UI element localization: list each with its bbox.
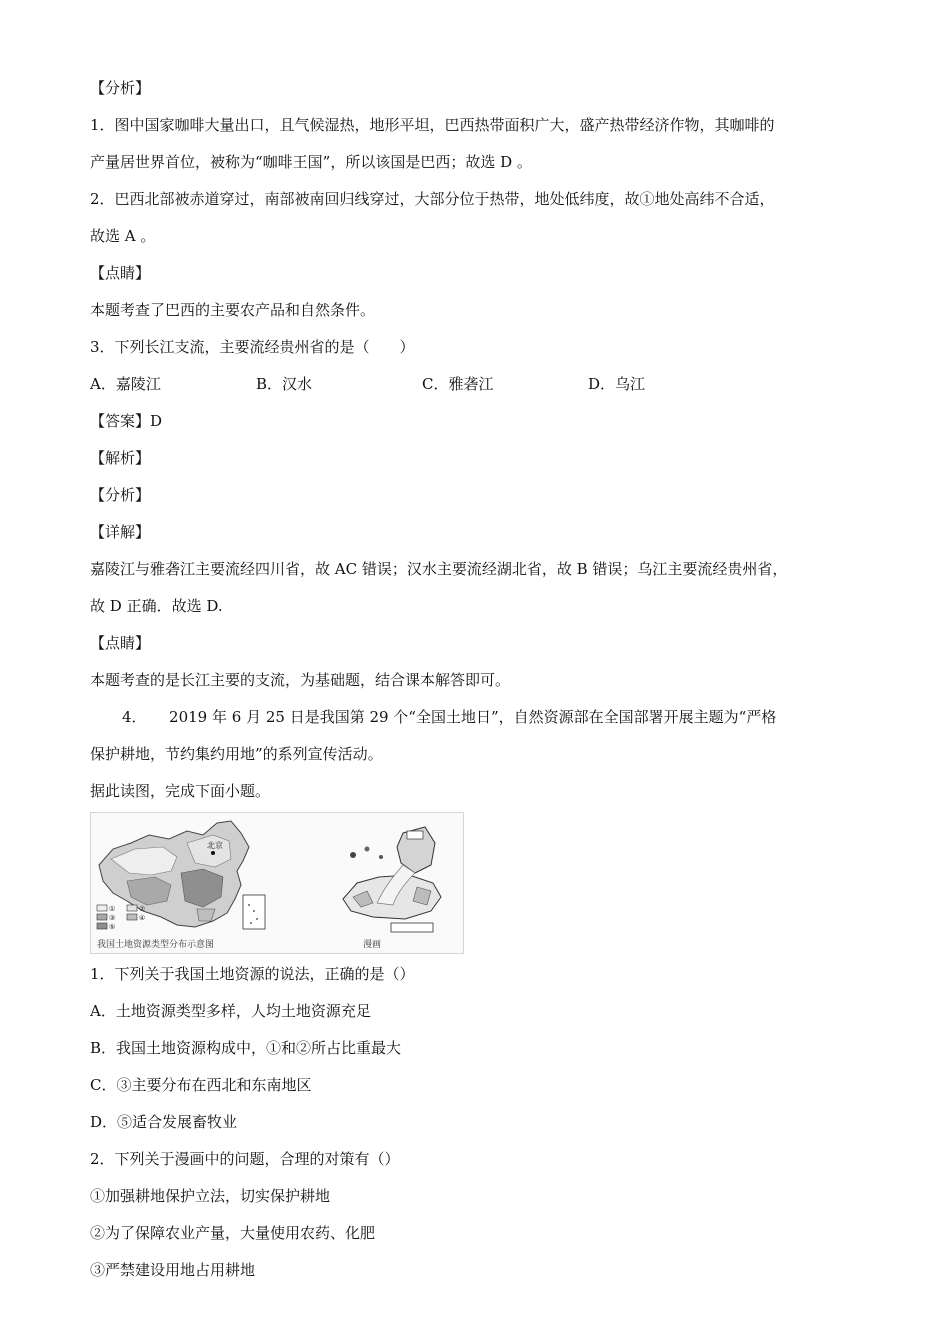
document-page (90, 78, 870, 1280)
analysis-heading: 【分析】 (90, 79, 151, 97)
option-a: A．嘉陵江 (90, 375, 161, 393)
analysis-paragraph-1-line-1: 1．图中国家咖啡大量出口，且气候湿热，地形平坦，巴西热带面积广大，盛产热带经济作物，其咖啡的 (90, 116, 775, 134)
detail-line-2: 故 D 正确．故选 D. (90, 597, 223, 615)
read-instruction: 据此读图，完成下面小题。 (90, 782, 271, 800)
option-b: B．汉水 (256, 375, 313, 393)
question-3-stem: 3．下列长江支流，主要流经贵州省的是（ ） (90, 338, 415, 356)
sub-question-2-item-2: ②为了保障农业产量，大量使用农药、化肥 (90, 1224, 376, 1242)
legend-4: ④ (139, 914, 146, 922)
china-land-map (97, 821, 265, 931)
comment-text: 本题考查了巴西的主要农产品和自然条件。 (90, 301, 376, 319)
cartoon-illustration (343, 827, 441, 932)
analysis-heading-q3: 【分析】 (90, 486, 151, 504)
comment-heading-q3: 【点睛】 (90, 634, 151, 652)
beijing-label: 北京 (207, 841, 223, 850)
jiexi-heading: 【解析】 (90, 449, 151, 467)
sub-question-2-item-3: ③严禁建设用地占用耕地 (90, 1261, 256, 1279)
answer-line: 【答案】D (90, 412, 163, 430)
question-4-intro-line-1: 4． 2019 年 6 月 25 日是我国第 29 个“全国土地日”，自然资源部在全国部署开展主题为“严格 (122, 708, 777, 726)
analysis-paragraph-1-line-2: 产量居世界首位，被称为“咖啡王国”，所以该国是巴西；故选 D 。 (90, 153, 532, 171)
question-4-figure (90, 812, 464, 954)
legend-5: ⑤ (109, 923, 116, 931)
analysis-paragraph-2-line-1: 2．巴西北部被赤道穿过，南部被南回归线穿过，大部分位于热带，地处低纬度，故①地处高纬不合适， (90, 190, 775, 208)
analysis-paragraph-2-line-2: 故选 A 。 (90, 227, 156, 245)
comment-text-q3: 本题考查的是长江主要的支流，为基础题，结合课本解答即可。 (90, 671, 511, 689)
cartoon-caption: 漫画 (363, 940, 382, 950)
sub-question-1-option-a: A．土地资源类型多样，人均土地资源充足 (90, 1002, 371, 1020)
option-c: C．雅砻江 (422, 375, 494, 393)
question-3-options (90, 374, 870, 394)
sub-question-2-stem: 2．下列关于漫画中的问题，合理的对策有（） (90, 1150, 400, 1168)
legend-2: ② (139, 905, 146, 913)
comment-heading: 【点睛】 (90, 264, 151, 282)
sub-question-1-option-c: C．③主要分布在西北和东南地区 (90, 1076, 312, 1094)
sub-question-1-stem: 1．下列关于我国土地资源的说法，正确的是（） (90, 965, 415, 983)
legend-1: ① (109, 905, 116, 913)
sub-question-1-option-b: B．我国土地资源构成中，①和②所占比重最大 (90, 1039, 402, 1057)
figure-illustration (91, 813, 463, 953)
question-4-intro-line-2: 保护耕地，节约集约用地”的系列宣传活动。 (90, 745, 383, 763)
detail-line-1: 嘉陵江与雅砻江主要流经四川省，故 AC 错误；汉水主要流经湖北省，故 B 错误；乌江主要流经贵州省， (90, 560, 788, 578)
sub-question-2-item-1: ①加强耕地保护立法，切实保护耕地 (90, 1187, 331, 1205)
option-d: D．乌江 (588, 375, 646, 393)
map-caption: 我国土地资源类型分布示意图 (97, 940, 215, 950)
sub-question-1-option-d: D．⑤适合发展畜牧业 (90, 1113, 238, 1131)
detail-heading: 【详解】 (90, 523, 151, 541)
legend-3: ③ (109, 914, 116, 922)
